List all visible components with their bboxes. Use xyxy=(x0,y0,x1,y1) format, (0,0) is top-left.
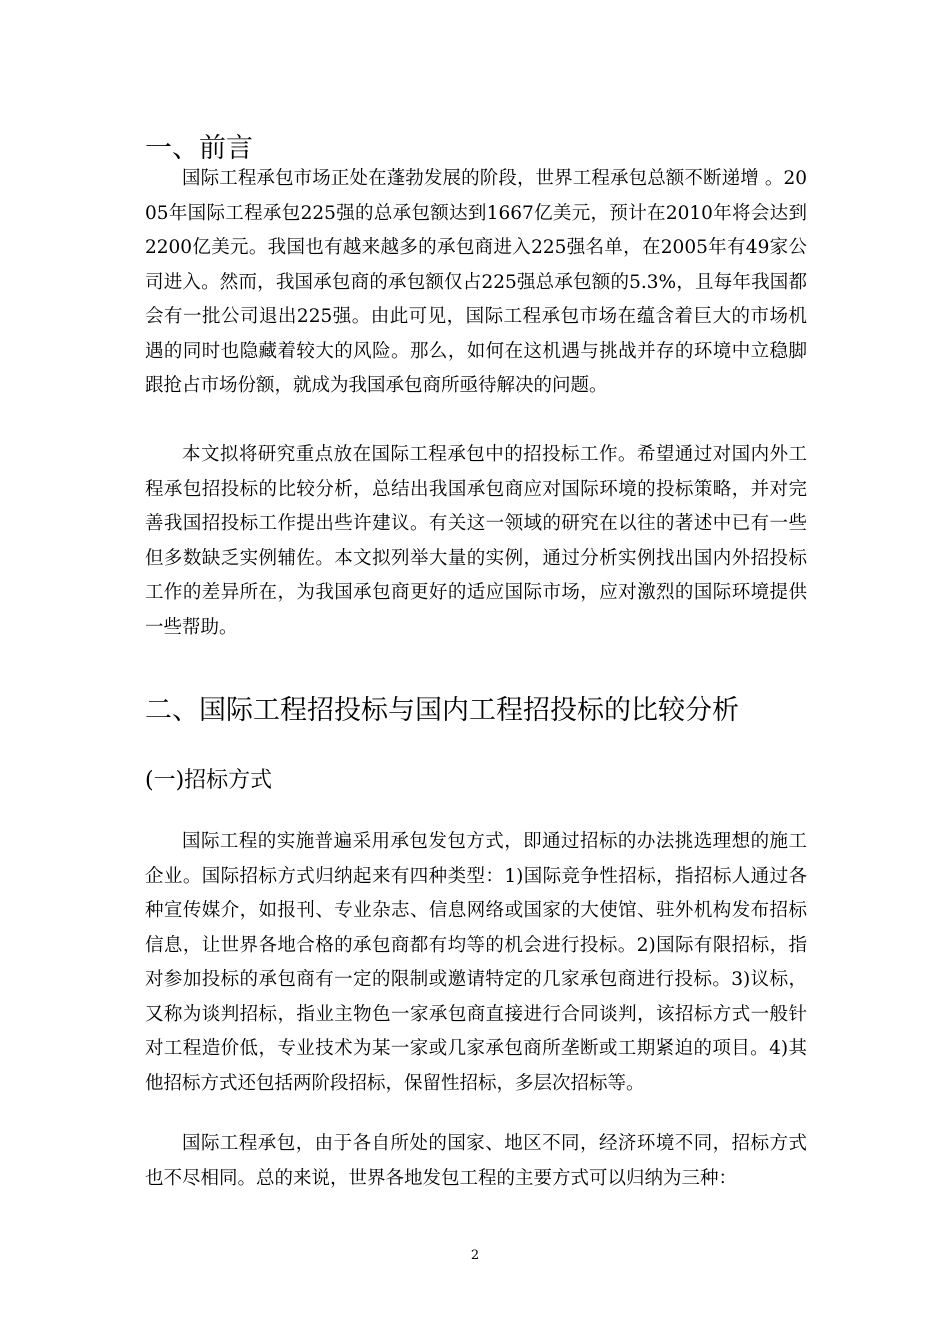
page-number: 2 xyxy=(470,1248,480,1263)
bidding-methods-paragraph-1: 国际工程的实施普遍采用承包发包方式，即通过招标的办法挑选理想的施工企业。国际招标方式归纳起来有四种类型：1)国际竞争性招标，指招标人通过各种宣传媒介，如报刊、专业杂志、信息网络或国家的大使馆、驻外机构发布招标信息，让世界各地合格的承包商都有均等的机会进行投标。2)国际有限招标，指对参加投标的承包商有一定的限制或邀请特定的几家承包商进行投标。3)议标，又称为谈判招标，指业主物色一家承包商直接进行合同谈判，该招标方式一般针对工程造价低，专业技术为某一家或几家承包商所垄断或工期紧迫的项目。4)其他招标方式还包括两阶段招标，保留性招标，多层次招标等。 xyxy=(145,831,807,1094)
preface-paragraph-2: 本文拟将研究重点放在国际工程承包中的招投标工作。希望通过对国内外工程承包招投标的比较分析，总结出我国承包商应对国际环境的投标策略，并对完善我国招投标工作提出些许建议。有关这一领域的研究在以往的著述中已有一些但多数缺乏实例辅佐。本文拟列举大量的实例，通过分析实例找出国内外招投标工作的差异所在，为我国承包商更好的适应国际市场，应对激烈的国际环境提供一些帮助。 xyxy=(145,444,807,638)
preface-paragraph-1: 国际工程承包市场正处在蓬勃发展的阶段，世界工程承包总额不断递增 。2005年国际工程承包225强的总承包额达到1667亿美元，预计在2010年将会达到2200亿美元。我国也有越来越多的承包商进入225强名单，在2005年有49家公司进入。然而，我国承包商的承包额仅占225强总承包额的5.3%，且每年我国都会有一批公司退出225强。由此可见，国际工程承包市场在蕴含着巨大的市场机遇的同时也隐藏着较大的风险。那么，如何在这机遇与挑战并存的环境中立稳脚跟抢占市场份额，就成为我国承包商所亟待解决的问题。 xyxy=(145,168,807,396)
section-heading-preface: 一、前言 xyxy=(145,133,253,164)
subsection-heading-bidding-methods: (一)招标方式 xyxy=(145,768,273,793)
bidding-methods-paragraph-2: 国际工程承包，由于各自所处的国家、地区不同，经济环境不同，招标方式也不尽相同。总的来说，世界各地发包工程的主要方式可以归纳为三种： xyxy=(145,1133,807,1189)
section-heading-comparison: 二、国际工程招投标与国内工程招投标的比较分析 xyxy=(145,695,739,726)
